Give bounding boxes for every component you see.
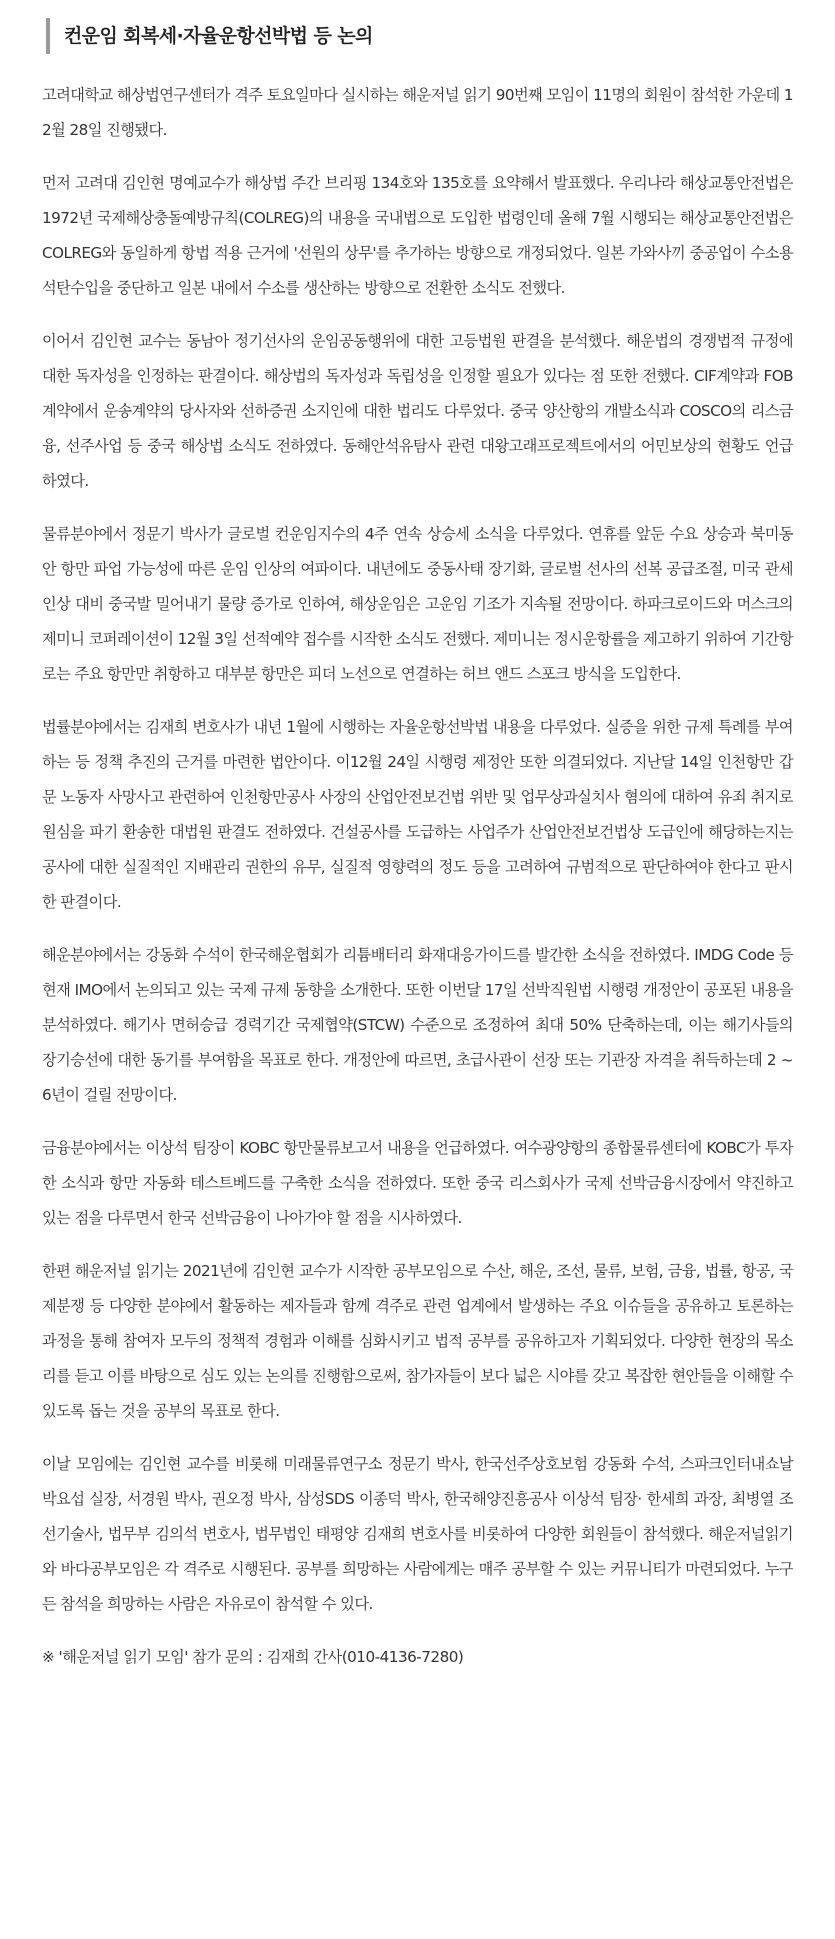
paragraph-logistics: 물류분야에서 정문기 박사가 글로벌 컨운임지수의 4주 연속 상승세 소식을 다루었다. 연휴를 앞둔 수요 상승과 북미동안 항만 파업 가능성에 따른 운임 인상의 여파이다. 내년에도 중동사태 장기화, 글로벌 선사의 선복 공급조절, 미국 관세인상 대비 중국발 밀어내기 물량 증가로 인하여, 해상운임은 고운임 기조가 지속될 전망이다. 하파크로이드와 머스크의 제미니 코퍼레이션이 12월 3일 선적예약 접수를 시작한 소식도 전했다. 제미니는 정시운항률을 제고하기 위하여 기간항로는 주요 항만만 취항하고 대부분 항만은 피더 노선으로 연결하는 허브 앤드 스포크 방식을 도입한다.: [42, 525, 793, 683]
paragraph-maritime-law-briefing: 먼저 고려대 김인현 명예교수가 해상법 주간 브리핑 134호와 135호를 요약해서 발표했다. 우리나라 해상교통안전법은 1972년 국제해상충돌예방규칙(COLREG)의 내용을 국내법으로 도입한 법령인데 올해 7월 시행되는 해상교통안전법은 COLREG와 동일하게 항법 적용 근거에 '선원의 상무'를 추가하는 방향으로 개정되었다. 일본 가와사끼 중공업이 수소용 석탄수입을 중단하고 일본 내에서 수소를 생산하는 방향으로 전환한 소식도 전했다.: [42, 174, 793, 297]
paragraph-finance: 금융분야에서는 이상석 팀장이 KOBC 항만물류보고서 내용을 언급하였다. 여수광양항의 종합물류센터에 KOBC가 투자한 소식과 항만 자동화 테스트베드를 구축한 소식을 전하였다. 또한 중국 리스회사가 국제 선박금융시장에서 약진하고 있는 점을 다루면서 한국 선박금융이 나아가야 할 점을 시사하였다.: [42, 1139, 793, 1227]
paragraph-shipping: 해운분야에서는 강동화 수석이 한국해운협회가 리튬배터리 화재대응가이드를 발간한 소식을 전하였다. IMDG Code 등 현재 IMO에서 논의되고 있는 국제 규제 동향을 소개한다. 또한 이번달 17일 선박직원법 시행령 개정안이 공포된 내용을 분석하였다. 해기사 면허승급 경력기간 국제협약(STCW) 수준으로 조정하여 최대 50% 단축하는데, 이는 해기사들의 장기승선에 대한 동기를 부여함을 목표로 한다. 개정안에 따르면, 초급사관이 선장 또는 기관장 자격을 취득하는데 2 ~ 6년이 걸릴 전망이다.: [42, 946, 793, 1104]
paragraph-attendees: 이날 모임에는 김인현 교수를 비롯해 미래물류연구소 정문기 박사, 한국선주상호보험 강동화 수석, 스파크인터내쇼날 박요섭 실장, 서경원 박사, 권오정 박사, 삼성SDS 이종덕 박사, 한국해양진흥공사 이상석 팀장· 한세희 과장, 최병열 조선기술사, 법무부 김의석 변호사, 법무법인 태평양 김재희 변호사를 비롯하여 다양한 회원들이 참석했다. 해운저널읽기와 바다공부모임은 각 격주로 시행된다. 공부를 희망하는 사람에게는 매주 공부할 수 있는 커뮤니티가 마련되었다. 누구든 참석을 희망하는 사람은 자유로이 참석할 수 있다.: [42, 1455, 793, 1613]
article: [0, 18, 835, 1939]
paragraph-meeting-intro: 고려대학교 해상법연구센터가 격주 토요일마다 실시하는 해운저널 읽기 90번째 모임이 11명의 회원이 참석한 가운데 12월 28일 진행됐다.: [42, 86, 793, 139]
contact-note: ※ '해운저널 읽기 모임' 참가 문의 : 김재희 간사(010-4136-7280): [42, 1648, 464, 1666]
article-subheading: 컨운임 회복세·자율운항선박법 등 논의: [46, 18, 793, 54]
paragraph-court-ruling-analysis: 이어서 김인현 교수는 동남아 정기선사의 운임공동행위에 대한 고등법원 판결을 분석했다. 해운법의 경쟁법적 규정에 대한 독자성을 인정하는 판결이다. 해상법의 독자성과 독립성을 인정할 필요가 있다는 점 또한 전했다. CIF계약과 FOB계약에서 운송계약의 당사자와 선하증권 소지인에 대한 법리도 다루었다. 중국 양산항의 개발소식과 COSCO의 리스금융, 선주사업 등 중국 해상법 소식도 전하였다. 동해안석유탐사 관련 대왕고래프로젝트에서의 어민보상의 현황도 언급하였다.: [42, 332, 793, 490]
paragraph-about-group: 한편 해운저널 읽기는 2021년에 김인현 교수가 시작한 공부모임으로 수산, 해운, 조선, 물류, 보험, 금융, 법률, 항공, 국제분쟁 등 다양한 분야에서 활동하는 제자들과 함께 격주로 관련 업계에서 발생하는 주요 이슈들을 공유하고 토론하는 과정을 통해 참여자 모두의 정책적 경험과 이해를 심화시키고 법적 공부를 공유하고자 기획되었다. 다양한 현장의 목소리를 듣고 이를 바탕으로 심도 있는 논의를 진행함으로써, 참가자들이 보다 넓은 시야를 갖고 복잡한 현안들을 이해할 수 있도록 돕는 것을 공부의 목표로 한다.: [42, 1262, 793, 1420]
paragraph-legal: 법률분야에서는 김재희 변호사가 내년 1월에 시행하는 자율운항선박법 내용을 다루었다. 실증을 위한 규제 특례를 부여하는 등 정책 추진의 근거를 마련한 법안이다. 이12월 24일 시행령 제정안 또한 의결되었다. 지난달 14일 인천항만 갑문 노동자 사망사고 관련하여 인천항만공사 사장의 산업안전보건법 위반 및 업무상과실치사 혐의에 대하여 유죄 취지로 원심을 파기 환송한 대법원 판결도 전하였다. 건설공사를 도급하는 사업주가 산업안전보건법상 도급인에 해당하는지는 공사에 대한 실질적인 지배관리 권한의 유무, 실질적 영향력의 정도 등을 고려하여 규범적으로 판단하여야 한다고 판시한 판결이다.: [42, 718, 793, 911]
article-body: [42, 78, 793, 1622]
